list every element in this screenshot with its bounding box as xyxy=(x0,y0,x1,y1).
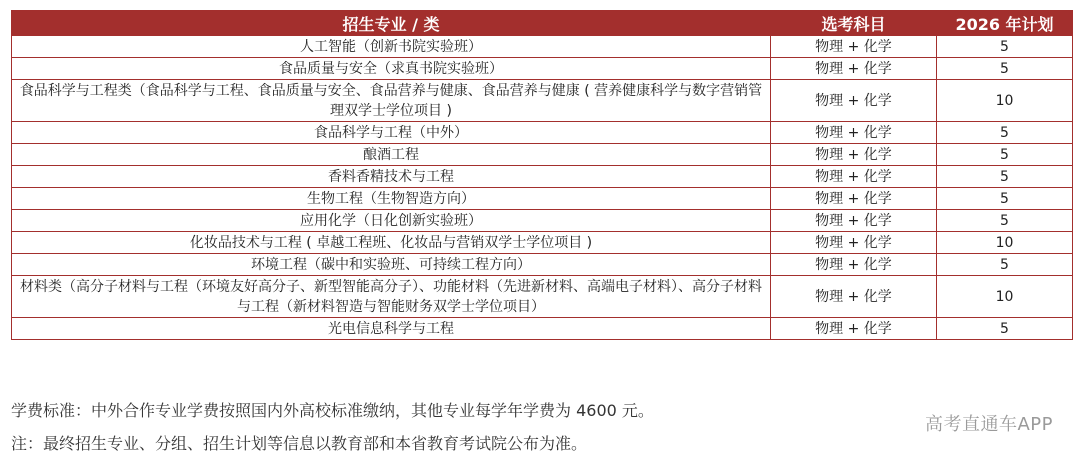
subject-cell: 物理 + 化学 xyxy=(771,210,937,232)
enrollment-plan-table xyxy=(11,10,1073,340)
plan-cell: 10 xyxy=(937,80,1073,122)
plan-cell: 5 xyxy=(937,166,1073,188)
table-header-row xyxy=(12,11,1073,36)
plan-cell: 5 xyxy=(937,144,1073,166)
major-cell: 化妆品技术与工程 ( 卓越工程班、化妆品与营销双学士学位项目 ) xyxy=(12,232,771,254)
plan-cell: 5 xyxy=(937,318,1073,340)
plan-cell: 5 xyxy=(937,58,1073,80)
subject-cell: 物理 + 化学 xyxy=(771,188,937,210)
plan-cell: 5 xyxy=(937,36,1073,58)
table-row xyxy=(12,80,1073,122)
table-row xyxy=(12,254,1073,276)
major-cell: 酿酒工程 xyxy=(12,144,771,166)
table-row xyxy=(12,188,1073,210)
subject-cell: 物理 + 化学 xyxy=(771,58,937,80)
major-cell: 食品科学与工程类（食品科学与工程、食品质量与安全、食品营养与健康、食品营养与健康 ( 营养健康科学与数字营销管理双学士学位项目 ) xyxy=(12,80,771,122)
major-cell: 生物工程（生物智造方向） xyxy=(12,188,771,210)
plan-cell: 10 xyxy=(937,232,1073,254)
major-cell: 香料香精技术与工程 xyxy=(12,166,771,188)
subject-cell: 物理 + 化学 xyxy=(771,232,937,254)
header-subject: 选考科目 xyxy=(771,11,937,36)
header-major: 招生专业 / 类 xyxy=(12,11,771,36)
major-cell: 食品质量与安全（求真书院实验班） xyxy=(12,58,771,80)
subject-cell: 物理 + 化学 xyxy=(771,144,937,166)
table-row xyxy=(12,232,1073,254)
subject-cell: 物理 + 化学 xyxy=(771,122,937,144)
plan-cell: 5 xyxy=(937,210,1073,232)
remark-note: 注：最终招生专业、分组、招生计划等信息以教育部和本省教育考试院公布为准。 xyxy=(11,434,588,453)
table-row xyxy=(12,58,1073,80)
subject-cell: 物理 + 化学 xyxy=(771,276,937,318)
plan-cell: 5 xyxy=(937,188,1073,210)
header-plan: 2026 年计划 xyxy=(937,11,1073,36)
enrollment-plan-table-container xyxy=(11,10,1069,340)
table-row xyxy=(12,166,1073,188)
major-cell: 人工智能（创新书院实验班） xyxy=(12,36,771,58)
major-cell: 环境工程（碳中和实验班、可持续工程方向） xyxy=(12,254,771,276)
subject-cell: 物理 + 化学 xyxy=(771,318,937,340)
table-row xyxy=(12,144,1073,166)
table-row xyxy=(12,36,1073,58)
table-row xyxy=(12,318,1073,340)
table-row xyxy=(12,210,1073,232)
table-row xyxy=(12,122,1073,144)
plan-cell: 5 xyxy=(937,254,1073,276)
subject-cell: 物理 + 化学 xyxy=(771,166,937,188)
watermark-text: 高考直通车APP xyxy=(924,414,1053,435)
tuition-note: 学费标准：中外合作专业学费按照国内外高校标准缴纳，其他专业每学年学费为 4600 元。 xyxy=(11,401,654,420)
notes-section xyxy=(11,394,654,460)
subject-cell: 物理 + 化学 xyxy=(771,254,937,276)
major-cell: 光电信息科学与工程 xyxy=(12,318,771,340)
major-cell: 应用化学（日化创新实验班） xyxy=(12,210,771,232)
table-row xyxy=(12,276,1073,318)
subject-cell: 物理 + 化学 xyxy=(771,36,937,58)
major-cell: 食品科学与工程（中外） xyxy=(12,122,771,144)
major-cell: 材料类（高分子材料与工程（环境友好高分子、新型智能高分子）、功能材料（先进新材料、高端电子材料）、高分子材料与工程（新材料智造与智能财务双学士学位项目） xyxy=(12,276,771,318)
plan-cell: 10 xyxy=(937,276,1073,318)
plan-cell: 5 xyxy=(937,122,1073,144)
subject-cell: 物理 + 化学 xyxy=(771,80,937,122)
